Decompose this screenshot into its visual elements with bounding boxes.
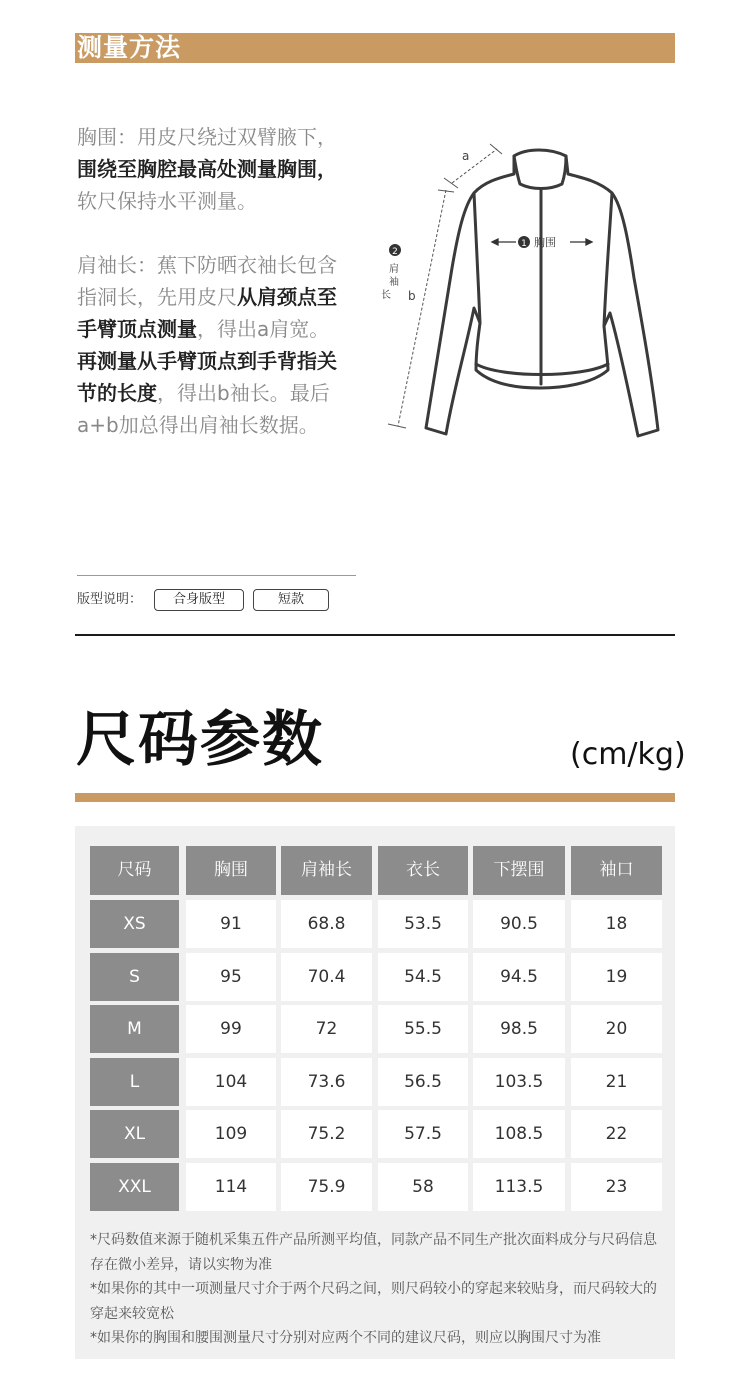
- table-cell-l-cuff: 21: [571, 1058, 662, 1106]
- table-header-hem: 下摆围: [473, 846, 565, 895]
- fit-tag-short: 短款: [253, 589, 329, 611]
- measure-a-label: a: [462, 149, 470, 163]
- jacket-collar: [514, 156, 566, 189]
- chest-label: 胸围：: [77, 125, 137, 149]
- sleeve-label: 肩袖长：: [77, 253, 157, 277]
- table-cell-m-chest: 99: [186, 1005, 276, 1053]
- table-header-chest: 胸围: [186, 846, 276, 895]
- table-cell-xl-sleeve-length: 75.2: [281, 1110, 372, 1158]
- table-cell-xs-cuff: 18: [571, 900, 662, 948]
- chest-diagram-label: 胸围: [534, 236, 556, 249]
- sleeve-text-4: 再测量从手臂顶点到手背指关节的长度: [77, 349, 337, 405]
- measure-b-label: b: [408, 289, 416, 303]
- table-cell-m-size: M: [90, 1005, 179, 1053]
- fit-label: 版型说明：: [77, 592, 143, 607]
- note-1: *尺码数值来源于随机采集五件产品所测平均值，同款产品不同生产批次面料成分与尺码信息存在微小差异，请以实物为准: [90, 1232, 657, 1273]
- table-cell-l-size: L: [90, 1058, 179, 1106]
- fit-divider: [77, 575, 356, 576]
- size-title-bar: [75, 793, 675, 802]
- sleeve-legend-char-1: 肩: [389, 264, 399, 275]
- chest-text-3: 软尺保持水平测量。: [77, 189, 257, 213]
- table-cell-xl-size: XL: [90, 1110, 179, 1158]
- table-cell-m-length: 55.5: [378, 1005, 468, 1053]
- sleeve-number: 2: [392, 247, 398, 257]
- table-cell-s-size: S: [90, 953, 179, 1001]
- note-2: *如果你的其中一项测量尺寸介于两个尺码之间，则尺码较小的穿起来较贴身，而尺码较大的穿起来较宽松: [90, 1281, 657, 1322]
- table-header-size: 尺码: [90, 846, 179, 895]
- table-cell-xl-hem: 108.5: [473, 1110, 565, 1158]
- table-cell-xxl-cuff: 23: [571, 1163, 662, 1211]
- table-cell-xs-size: XS: [90, 900, 179, 948]
- chest-text-1: 用皮尺绕过双臂腋下，: [137, 125, 337, 149]
- table-cell-xxl-sleeve-length: 75.9: [281, 1163, 372, 1211]
- table-cell-xs-chest: 91: [186, 900, 276, 948]
- table-cell-xl-chest: 109: [186, 1110, 276, 1158]
- chest-number: 1: [521, 239, 527, 249]
- table-cell-xl-length: 57.5: [378, 1110, 468, 1158]
- chest-text-2: 围绕至胸腔最高处测量胸围，: [77, 157, 337, 181]
- sleeve-text-5: ，得出b袖长。最后a+b加总得出肩袖长数据。: [77, 381, 330, 437]
- jacket-diagram: [372, 138, 672, 443]
- unit-label: (cm/kg): [570, 737, 686, 772]
- section-title: 测量方法: [77, 33, 182, 62]
- table-cell-s-length: 54.5: [378, 953, 468, 1001]
- table-cell-xs-length: 53.5: [378, 900, 468, 948]
- note-3: *如果你的胸围和腰围测量尺寸分别对应两个不同的建议尺码，则应以胸围尺寸为准: [90, 1330, 601, 1346]
- size-notes: [90, 1228, 660, 1351]
- table-cell-s-hem: 94.5: [473, 953, 565, 1001]
- jacket-seam-left: [474, 193, 480, 323]
- table-cell-s-chest: 95: [186, 953, 276, 1001]
- jacket-seam-right: [604, 193, 612, 326]
- table-cell-s-sleeve-length: 70.4: [281, 953, 372, 1001]
- table-cell-l-chest: 104: [186, 1058, 276, 1106]
- table-header-cuff: 袖口: [571, 846, 662, 895]
- table-cell-xl-cuff: 22: [571, 1110, 662, 1158]
- chest-description: [77, 121, 337, 217]
- sleeve-text-3: ，得出a肩宽。: [197, 317, 330, 341]
- table-cell-l-length: 56.5: [378, 1058, 468, 1106]
- table-cell-xxl-size: XXL: [90, 1163, 179, 1211]
- fit-tag-regular: 合身版型: [154, 589, 244, 611]
- size-title: 尺码参数: [76, 705, 324, 775]
- table-header-length: 衣长: [378, 846, 468, 895]
- sleeve-description: [77, 249, 337, 441]
- sleeve-text-2: 从肩颈点至手臂顶点测量: [77, 285, 337, 341]
- sleeve-text-1: 蕉下防晒衣袖长包含指洞长，先用皮尺: [77, 253, 337, 309]
- sleeve-legend-char-3: 长: [381, 290, 391, 301]
- table-cell-l-hem: 103.5: [473, 1058, 565, 1106]
- table-header-sleeve-length: 肩袖长: [281, 846, 372, 895]
- table-cell-xs-sleeve-length: 68.8: [281, 900, 372, 948]
- table-cell-m-hem: 98.5: [473, 1005, 565, 1053]
- table-cell-m-sleeve-length: 72: [281, 1005, 372, 1053]
- table-cell-l-sleeve-length: 73.6: [281, 1058, 372, 1106]
- table-cell-xxl-hem: 113.5: [473, 1163, 565, 1211]
- table-cell-xs-hem: 90.5: [473, 900, 565, 948]
- table-cell-m-cuff: 20: [571, 1005, 662, 1053]
- sleeve-legend-char-2: 袖: [389, 277, 399, 288]
- table-cell-s-cuff: 19: [571, 953, 662, 1001]
- table-cell-xxl-length: 58: [378, 1163, 468, 1211]
- table-cell-xxl-chest: 114: [186, 1163, 276, 1211]
- section-divider: [75, 634, 675, 636]
